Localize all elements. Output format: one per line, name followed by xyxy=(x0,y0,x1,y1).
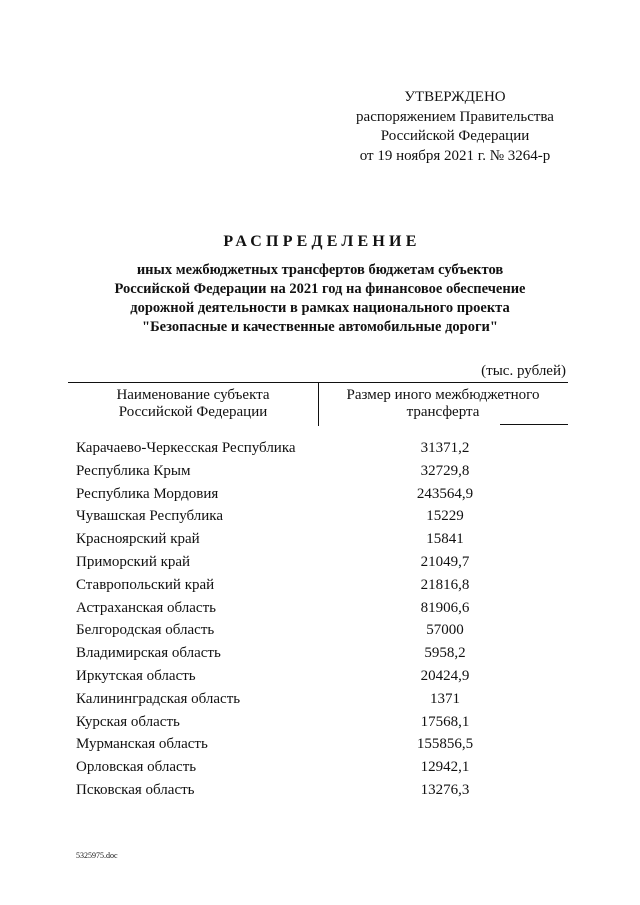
transfer-amount: 21816,8 xyxy=(420,576,470,593)
file-reference: 5325975.doc xyxy=(76,851,118,860)
region-name: Республика Крым xyxy=(76,462,191,479)
transfer-amount: 1371 xyxy=(430,690,460,707)
approval-heading: УТВЕРЖДЕНО xyxy=(404,89,506,105)
region-name: Иркутская область xyxy=(76,667,196,684)
transfer-amount: 155856,5 xyxy=(416,736,474,753)
table-row xyxy=(0,528,640,551)
transfer-amount: 243564,9 xyxy=(416,485,474,502)
approval-block xyxy=(340,88,570,166)
table-row xyxy=(0,437,640,460)
region-name: Владимирская область xyxy=(76,645,221,662)
table-row xyxy=(0,733,640,756)
table-row xyxy=(0,756,640,779)
transfer-amount: 81906,6 xyxy=(420,599,470,616)
table-row xyxy=(0,665,640,688)
table-row xyxy=(0,597,640,620)
subtitle-line: Российской Федерации на 2021 год на финансовое обеспечение xyxy=(114,281,526,297)
table-row xyxy=(0,619,640,642)
region-name: Мурманская область xyxy=(76,736,208,753)
region-name: Карачаево-Черкесская Республика xyxy=(76,440,296,456)
region-name: Калининградская область xyxy=(76,690,241,707)
subtitle-line: дорожной деятельности в рамках национального проекта xyxy=(130,300,510,316)
region-name: Республика Мордовия xyxy=(76,485,219,502)
document-subtitle xyxy=(60,261,580,337)
transfer-amount: 12942,1 xyxy=(420,759,470,776)
table-row xyxy=(0,483,640,506)
table-row xyxy=(0,642,640,665)
transfer-amount: 57000 xyxy=(426,622,464,639)
table-row xyxy=(0,688,640,711)
table-row xyxy=(0,711,640,734)
approval-line: распоряжением Правительства xyxy=(356,108,554,125)
transfer-amount: 32729,8 xyxy=(420,462,470,479)
transfer-amount: 15841 xyxy=(426,531,464,548)
transfer-amount: 20424,9 xyxy=(420,667,470,684)
region-name: Орловская область xyxy=(76,759,197,776)
region-name: Курская область xyxy=(76,713,180,730)
column-header-amount: Размер иного межбюджетного трансферта xyxy=(346,387,540,420)
transfer-amount: 13276,3 xyxy=(420,781,470,798)
region-name: Красноярский край xyxy=(76,531,200,548)
table-row xyxy=(0,574,640,597)
column-header-region: Наименование субъекта Российской Федерации xyxy=(116,387,270,420)
region-name: Псковская область xyxy=(76,781,195,798)
subtitle-line: "Безопасные и качественные автомобильные дороги" xyxy=(142,319,498,335)
approval-date: от 19 ноября 2021 г. № 3264-р xyxy=(359,147,551,164)
transfer-amount: 17568,1 xyxy=(420,713,470,730)
transfer-amount: 31371,2 xyxy=(420,440,470,456)
region-name: Приморский край xyxy=(76,553,191,570)
approval-line: Российской Федерации xyxy=(380,128,530,144)
transfer-amount: 15229 xyxy=(426,508,464,525)
table-body xyxy=(0,437,640,802)
table-row xyxy=(0,505,640,528)
table-row xyxy=(0,779,640,802)
region-name: Ставропольский край xyxy=(76,576,215,593)
region-name: Чувашская Республика xyxy=(76,508,224,525)
table-row xyxy=(0,460,640,483)
region-name: Астраханская область xyxy=(76,599,216,616)
transfer-amount: 21049,7 xyxy=(420,553,470,570)
table-header-underline xyxy=(500,424,568,425)
region-name: Белгородская область xyxy=(76,622,215,639)
document-title: РАСПРЕДЕЛЕНИЕ xyxy=(223,233,421,250)
transfer-amount: 5958,2 xyxy=(424,645,466,662)
units-label: (тыс. рублей) xyxy=(481,363,566,379)
table-row xyxy=(0,551,640,574)
subtitle-line: иных межбюджетных трансфертов бюджетам субъектов xyxy=(136,262,504,278)
